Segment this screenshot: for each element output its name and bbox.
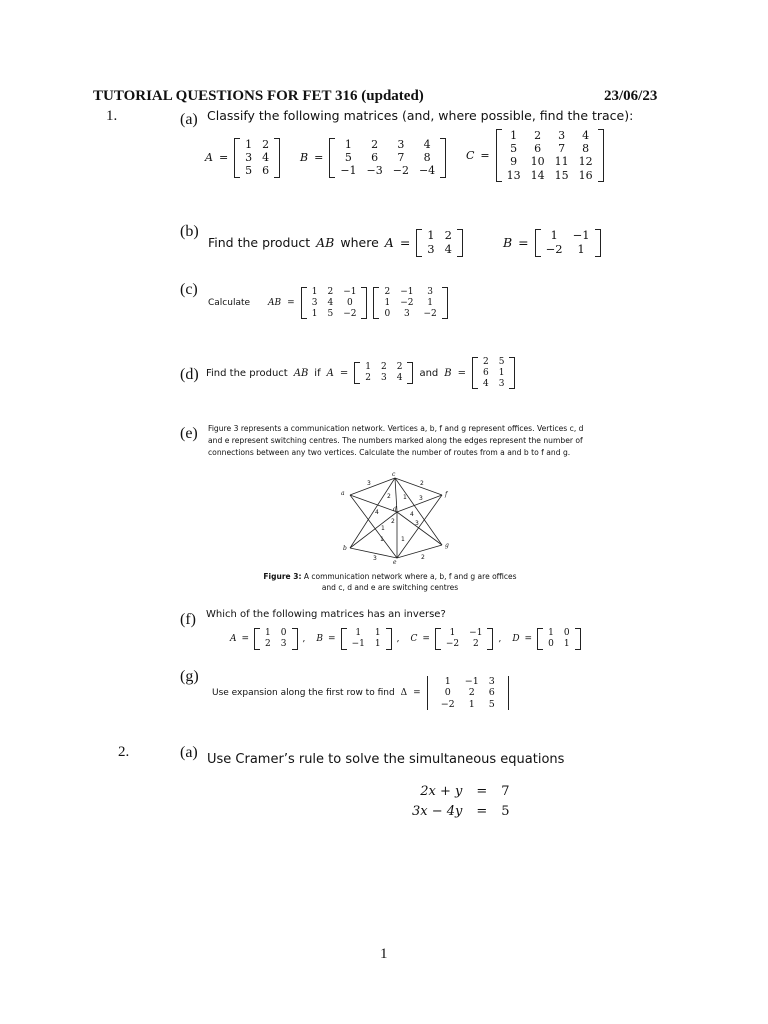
- matrix: [537, 628, 580, 650]
- part-label: (a): [180, 744, 198, 761]
- edge-c-g: [395, 478, 442, 545]
- equation-rhs: 7: [501, 784, 510, 799]
- matrix-b-group: B = 1 2 3 4 5 6 7 8 −1 −3 −2 −4: [300, 138, 446, 178]
- question-text: Classify the following matrices (and, where possible, find the trace):: [207, 108, 634, 123]
- network-figure: [335, 470, 465, 566]
- matrix-grid: 1 2 3 4 5 6 7 8 −1 −3 −2 −4: [340, 138, 436, 178]
- edge-weight: 3: [419, 495, 423, 502]
- part-label: (c): [180, 281, 198, 298]
- vertex-label: d: [393, 506, 397, 513]
- edge-weight: 2: [420, 480, 424, 487]
- edge-weight: 2: [391, 518, 395, 525]
- edge-weight: 1: [380, 536, 384, 543]
- edge-c-f: [395, 478, 442, 495]
- question-number: 1.: [106, 108, 118, 124]
- matrix: [496, 129, 604, 182]
- question-c: Calculate AB = 1 2 −1 3 4 0 1 5 −2 2 −1 3 1 −2 1 0 3 −2: [208, 287, 448, 319]
- matrix: [234, 138, 280, 178]
- matrix: [535, 229, 601, 257]
- vertex-label: b: [343, 545, 347, 552]
- part-label: (d): [180, 366, 199, 383]
- edge-weight: 4: [410, 511, 414, 518]
- question-text: Use expansion along the first row to find: [212, 688, 395, 699]
- edge-weight: 1: [381, 525, 385, 532]
- matrix-grid: 1 0 2 3: [265, 628, 287, 649]
- equation-lhs: 2x + y: [420, 784, 463, 799]
- matrix: [301, 287, 368, 319]
- edge-weight: 3: [367, 480, 371, 487]
- matrix-name: A: [205, 151, 213, 165]
- edge-e-g: [397, 545, 442, 558]
- edge-e-f: [397, 495, 442, 558]
- question-text: Figure 3 represents a communication network. Vertices a, b, f and g represent offices. Vertices c, d and e represent switching centres. The numbers marked along the edges represent the number of connections between any two vertices. Calculate the number of routes from a and b to f and g.: [208, 424, 584, 457]
- matrix-grid: 1 2 3 4: [427, 228, 452, 256]
- matrix-grid: 1 −1 −2 1: [545, 228, 590, 256]
- vertex-label: c: [392, 471, 396, 478]
- matrix-grid: 1 2 3 4 5 6: [245, 138, 270, 178]
- edge-weight: 4: [375, 509, 379, 516]
- question-g: Use expansion along the first row to find Δ = 1 −1 3 0 2 6 −2 1 5: [212, 676, 509, 710]
- matrix-grid: 1 2 2 2 3 4: [365, 362, 403, 384]
- matrix-grid: 1 0 0 1: [548, 628, 570, 649]
- equation-lhs: 3x − 4y: [412, 803, 463, 819]
- part-label: (b): [180, 223, 199, 240]
- question-text: Find the product: [206, 367, 288, 379]
- part-label: (f): [180, 611, 196, 628]
- edge-weight: 3: [415, 520, 419, 527]
- part-label: (a): [180, 111, 198, 128]
- matrix-a-group: A = 1 2 3 4 5 6: [205, 138, 280, 178]
- matrix: [373, 287, 447, 319]
- vertex-label: g: [445, 542, 449, 549]
- vertex-label: f: [445, 491, 448, 498]
- matrix-grid: 1 2 3 4 5 6 7 8 9 10 11 12 13 14 15 16: [506, 129, 593, 182]
- figure-caption: Figure 3: A communication network where a, b, f and g are offices and c, d and e are switching centres: [263, 572, 517, 593]
- matrix-grid: 2 −1 3 1 −2 1 0 3 −2: [384, 287, 437, 319]
- matrix-grid: 2 5 6 1 4 3: [483, 357, 505, 389]
- question-number: 2.: [118, 744, 130, 760]
- matrix: [435, 628, 494, 650]
- matrix-grid: 1 2 −1 3 4 0 1 5 −2: [311, 287, 357, 319]
- matrix: [329, 138, 446, 178]
- part-label: (g): [180, 668, 199, 685]
- matrix: [472, 357, 515, 389]
- matrix-grid: 1 −1 3 0 2 6 −2 1 5: [440, 676, 495, 710]
- edge-weight: 1: [401, 536, 405, 543]
- edge-a-e: [350, 495, 397, 558]
- question-f-matrices: A = 1 0 2 3 , B = 1 1 −1 1 , C = 1 −1 −2 2 , D = 1 0 0 1: [230, 628, 581, 650]
- matrix-name: B: [300, 151, 309, 165]
- edge-weight: 3: [373, 555, 377, 562]
- edge-weight: 2: [421, 554, 425, 561]
- page-title: TUTORIAL QUESTIONS FOR FET 316 (updated): [93, 88, 424, 104]
- matrix-c-group: C = 1 2 3 4 5 6 7 8 9 10 11 12 13 14 15 16: [466, 129, 604, 182]
- question-text: Calculate: [208, 298, 251, 309]
- edge-weight: 2: [387, 493, 391, 500]
- question-b: Find the product AB where A = 1 2 3 4 B = 1 −1 −2 1: [208, 229, 601, 257]
- vertex-label: a: [341, 490, 345, 497]
- edge-b-c: [350, 478, 395, 548]
- matrix: [416, 229, 463, 257]
- vertex-label: e: [393, 559, 397, 566]
- matrix-name: C: [466, 148, 475, 162]
- question-text: Use Cramer’s rule to solve the simultaneous equations: [207, 752, 565, 767]
- edge-b-d: [350, 512, 397, 548]
- question-d: Find the product AB if A = 1 2 2 2 3 4 and B = 2 5 6 1 4 3: [206, 357, 515, 389]
- matrix-grid: 1 1 −1 1: [351, 628, 381, 649]
- matrix: [354, 362, 413, 384]
- matrix: [254, 628, 297, 650]
- page-number: 1: [380, 946, 388, 962]
- date: 23/06/23: [604, 88, 658, 104]
- determinant: [427, 676, 509, 710]
- equation-system: 2x + y = 7 3x − 4y = 5: [408, 782, 514, 821]
- matrix: [341, 628, 392, 650]
- matrix-grid: 1 −1 −2 2: [445, 628, 483, 649]
- equation-rhs: 5: [501, 803, 510, 819]
- part-label: (e): [180, 425, 198, 442]
- question-text: Find the product: [208, 235, 311, 251]
- edge-weight: 1: [403, 494, 407, 501]
- question-text: Which of the following matrices has an inverse?: [206, 609, 446, 620]
